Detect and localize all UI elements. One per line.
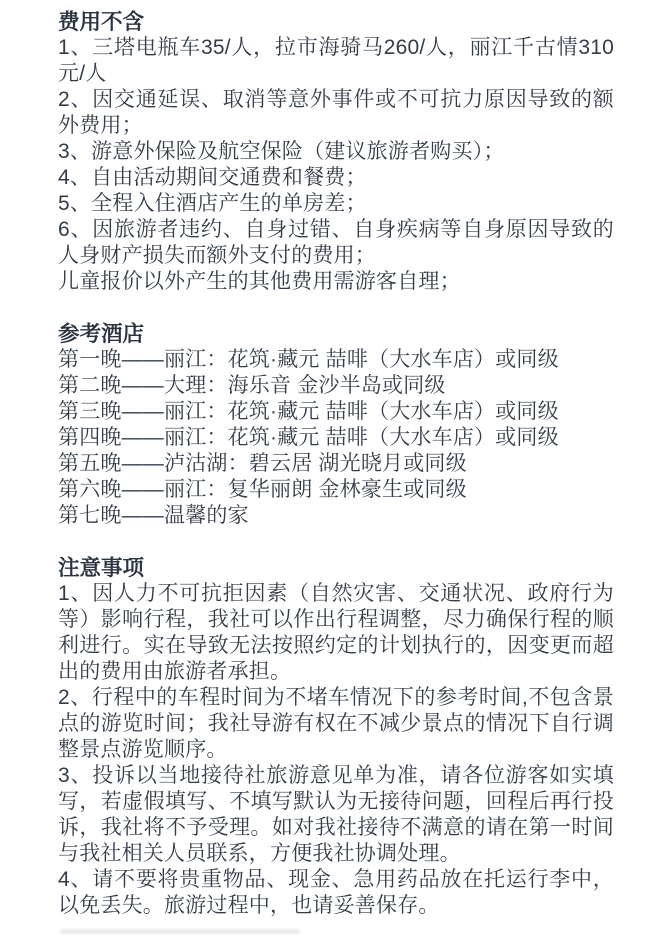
hotel-night-3: 第三晚——丽江：花筑·藏元 喆啡（大水车店）或同级	[58, 400, 559, 423]
notice-item-2: 2、行程中的车程时间为不堵车情况下的参考时间,不包含景点的游览时间；我社导游有权在不减少景点的情况下自行调整景点游览顺序。	[58, 686, 614, 761]
section-fees-excluded	[58, 9, 614, 295]
cutoff-next-line-hint	[60, 929, 300, 934]
hotel-night-5: 第五晚——泸沽湖：碧云居 湖光晓月或同级	[58, 452, 467, 475]
notice-item-4: 4、请不要将贵重物品、现金、急用药品放在托运行李中，以免丢失。旅游过程中，也请妥善保存。	[58, 868, 614, 917]
hotel-night-7: 第七晚——温馨的家	[58, 504, 249, 527]
fee-children-note: 儿童报价以外产生的其他费用需游客自理；	[58, 270, 461, 293]
fee-item-1: 1、三塔电瓶车35/人，拉市海骑马260/人，丽江千古情310元/人	[58, 36, 614, 85]
hotel-night-4: 第四晚——丽江：花筑·藏元 喆啡（大水车店）或同级	[58, 426, 559, 449]
fees-excluded-title: 费用不含	[58, 10, 145, 34]
fee-item-2: 2、因交通延误、取消等意外事件或不可抗力原因导致的额外费用；	[58, 88, 614, 137]
notice-item-1: 1、因人力不可抗拒因素（自然灾害、交通状况、政府行为等）影响行程，我社可以作出行程调整，尽力确保行程的顺利进行。实在导致无法按照约定的计划执行的，因变更而超出的费用由旅游者承担。	[58, 582, 614, 683]
hotel-night-2: 第二晚——大理：海乐音 金沙半岛或同级	[58, 374, 446, 397]
fee-item-6: 6、因旅游者违约、自身过错、自身疾病等自身原因导致的人身财产损失而额外支付的费用；	[58, 218, 614, 267]
section-reference-hotels	[58, 321, 614, 529]
section-notices	[58, 555, 614, 919]
fee-item-5: 5、全程入住酒店产生的单房差；	[58, 192, 367, 215]
notice-item-3: 3、投诉以当地接待社旅游意见单为准，请各位游客如实填写，若虚假填写、不填写默认为无接待问题，回程后再行投诉，我社将不予受理。如对我社接待不满意的请在第一时间与我社相关人员联系，方便我社协调处理。	[58, 764, 614, 865]
hotel-night-6: 第六晚——丽江：复华丽朗 金林豪生或同级	[58, 478, 467, 501]
fee-item-3: 3、游意外保险及航空保险（建议旅游者购买）；	[58, 140, 505, 163]
reference-hotels-title: 参考酒店	[58, 322, 145, 346]
notices-title: 注意事项	[58, 556, 145, 580]
hotel-night-1: 第一晚——丽江：花筑·藏元 喆啡（大水车店）或同级	[58, 348, 559, 371]
fee-item-4: 4、自由活动期间交通费和餐费；	[58, 166, 367, 189]
